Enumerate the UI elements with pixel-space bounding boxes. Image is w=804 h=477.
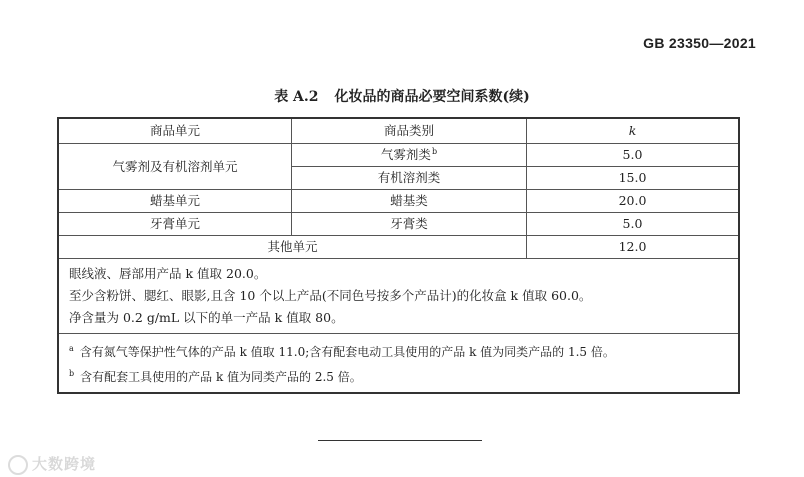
category-text-aerosol: 气雾剂类 — [380, 147, 431, 162]
watermark-text: 大数跨境 — [32, 455, 97, 473]
table-caption — [0, 86, 804, 106]
footnotes-row — [58, 334, 739, 394]
k-cell-solvent: 15.0 — [527, 167, 740, 190]
table-row — [58, 236, 739, 259]
category-cell-aerosol — [292, 144, 527, 167]
caption-title: 化妆品的商品必要空间系数(续) — [334, 89, 530, 105]
table-row — [58, 144, 739, 167]
unit-cell-toothpaste: 牙膏单元 — [58, 213, 292, 236]
end-rule — [318, 440, 482, 441]
note-line: 眼线液、唇部用产品 k 值取 20.0。 — [69, 266, 267, 281]
footnote-a — [69, 338, 728, 363]
notes-cell — [58, 259, 739, 334]
footnote-mark-b: b — [69, 369, 75, 378]
col-header-k: k — [527, 118, 740, 144]
category-cell-toothpaste: 牙膏类 — [292, 213, 527, 236]
standard-number: GB 23350—2021 — [643, 35, 756, 51]
footnote-text-b: 含有配套工具使用的产品 k 值为同类产品的 2.5 倍。 — [80, 370, 362, 384]
k-cell-wax: 20.0 — [527, 190, 740, 213]
k-cell-other: 12.0 — [527, 236, 740, 259]
note-line: 净含量为 0.2 g/mL 以下的单一产品 k 值取 80。 — [69, 310, 344, 325]
watermark — [8, 453, 96, 475]
coefficient-table — [57, 117, 740, 394]
footnote-text-a: 含有氮气等保护性气体的产品 k 值取 11.0;含有配套电动工具使用的产品 k 值为同类产品的 1.5 倍。 — [79, 345, 615, 359]
footnotes-cell — [58, 334, 739, 394]
table-row — [58, 190, 739, 213]
col-header-category: 商品类别 — [292, 118, 527, 144]
footnote-ref-b: b — [431, 146, 438, 156]
unit-cell-aerosol: 气雾剂及有机溶剂单元 — [58, 144, 292, 190]
notes-row — [58, 259, 739, 334]
watermark-logo-icon — [8, 455, 28, 475]
footnote-b — [69, 363, 728, 388]
k-cell-aerosol: 5.0 — [527, 144, 740, 167]
col-header-unit: 商品单元 — [58, 118, 292, 144]
table-row — [58, 213, 739, 236]
unit-cell-wax: 蜡基单元 — [58, 190, 292, 213]
caption-number: 表 A.2 — [274, 89, 319, 105]
category-cell-wax: 蜡基类 — [292, 190, 527, 213]
table-header-row — [58, 118, 739, 144]
footnote-mark-a: a — [69, 344, 74, 353]
unit-cell-other: 其他单元 — [58, 236, 527, 259]
category-cell-solvent: 有机溶剂类 — [292, 167, 527, 190]
note-line: 至少含粉饼、腮红、眼影,且含 10 个以上产品(不同色号按多个产品计)的化妆盒 k 值取 60.0。 — [69, 288, 592, 303]
k-cell-toothpaste: 5.0 — [527, 213, 740, 236]
